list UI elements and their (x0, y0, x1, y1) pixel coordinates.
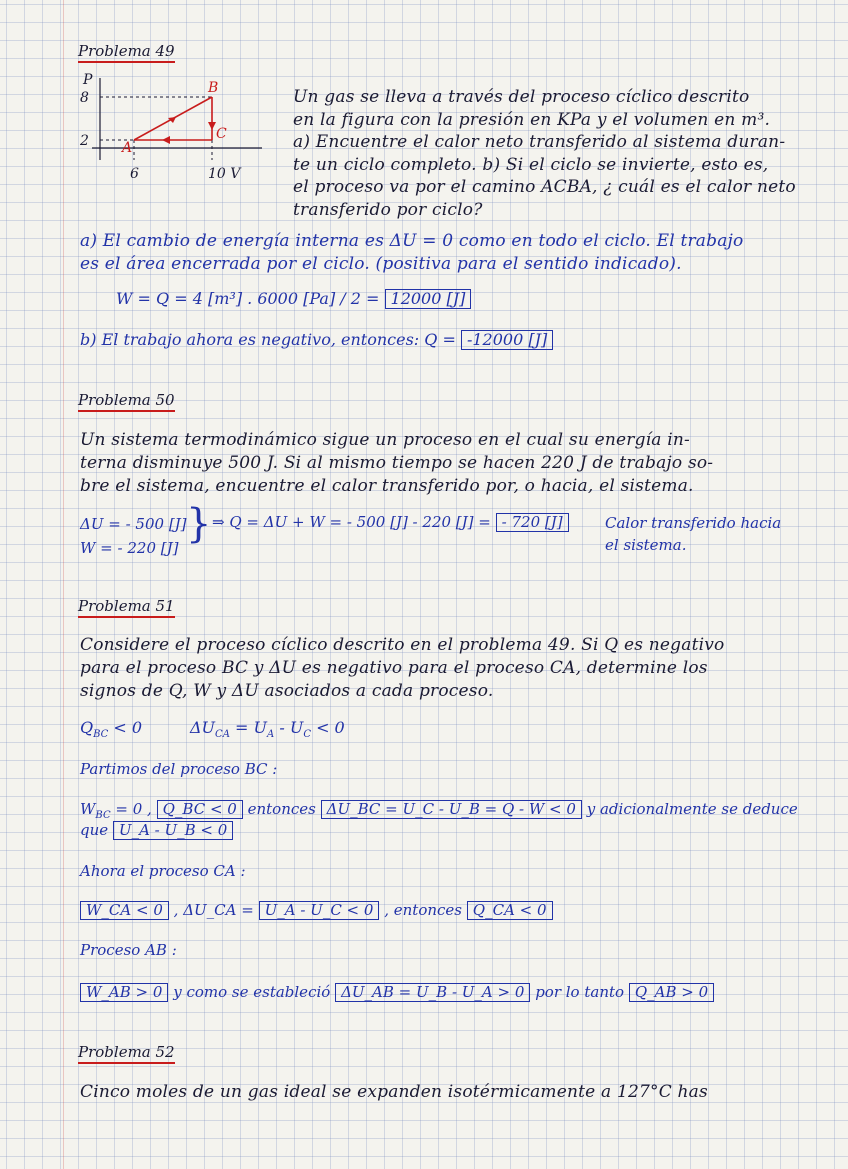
equation-part: - U (279, 718, 304, 737)
equation-part: , ΔU_CA = (173, 901, 254, 919)
ua-ub-box: U_A - U_B < 0 (113, 821, 233, 840)
note-50 (605, 512, 781, 556)
statement-line: Considere el proceso cíclico descrito en el problema 49. Si Q es negativo (80, 635, 725, 655)
subscript: BC (93, 729, 109, 741)
connector-text: que (80, 821, 109, 839)
connector-text: , entonces (384, 901, 463, 919)
connector-text: por lo tanto (535, 983, 625, 1001)
connector-text: entonces (247, 800, 316, 818)
problem-49-statement (293, 86, 796, 221)
work-result-box: 12000 [J] (385, 289, 472, 309)
w-symbol: W (80, 800, 96, 818)
statement-line: terna disminuye 500 J. Si al mismo tiempo se hacen 220 J de trabajo so- (80, 453, 714, 473)
graph-v-left: 6 (130, 166, 139, 182)
brace: } (186, 501, 212, 547)
relation: < 0 (113, 718, 143, 737)
q-equation-50 (212, 513, 569, 532)
graph-p-label: P (83, 72, 93, 88)
graph-p-low: 2 (80, 133, 89, 149)
problem-51-title: Problema 51 (78, 597, 175, 618)
answer-49b-text: b) El trabajo ahora es negativo, entonces: Q = (80, 330, 456, 349)
q-ca-box: Q_CA < 0 (467, 901, 553, 920)
problem-50-statement (80, 429, 713, 498)
answer-49a (80, 230, 743, 276)
ua-uc-box: U_A - U_C < 0 (259, 901, 380, 920)
bc-line-2 (80, 821, 233, 840)
graph-v-right: 10 V (208, 166, 241, 182)
w-ca-box: W_CA < 0 (80, 901, 169, 920)
graph-point-b: B (208, 80, 219, 96)
graph-p-high: 8 (80, 90, 89, 106)
equation-part: = 0 , (115, 800, 152, 818)
ab-line (80, 983, 714, 1002)
answer-line: a) El cambio de energía interna es ΔU = 0 como en todo el ciclo. El trabajo (80, 231, 744, 251)
du-symbol: ΔU (190, 718, 216, 737)
statement-line: para el proceso BC y ΔU es negativo para el proceso CA, determine los (80, 658, 708, 678)
graph-point-c: C (216, 126, 227, 142)
answer-49b-result-box: -12000 [J] (461, 330, 553, 350)
q-equation-text: ⇒ Q = ΔU + W = - 500 [J] - 220 [J] = (212, 513, 491, 531)
ab-heading: Proceso AB : (80, 941, 177, 959)
answer-49b (80, 330, 553, 350)
problem-52-statement: Cinco moles de un gas ideal se expanden isotérmicamente a 127°C has (80, 1082, 708, 1102)
work-equation-text: W = Q = 4 [m³] . 6000 [Pa] / 2 = (116, 289, 380, 308)
statement-line: en la figura con la presión en KPa y el volumen en m³. (293, 109, 771, 130)
connector-text: y como se estableció (173, 983, 331, 1001)
equation-part: < 0 (316, 718, 345, 737)
statement-line: bre el sistema, encuentre el calor transferido por, o hacia, el sistema. (80, 476, 694, 496)
q-bc-condition (80, 718, 142, 740)
given-w: W = - 220 [J] (80, 539, 179, 557)
problem-50-title: Problema 50 (78, 391, 175, 412)
work-equation (116, 289, 471, 309)
ca-heading: Ahora el proceso CA : (80, 862, 246, 880)
subscript: CA (215, 729, 230, 741)
equation-part: = U (235, 718, 267, 737)
q-result-box: - 720 [J] (496, 513, 569, 532)
bc-heading: Partimos del proceso BC : (80, 760, 278, 778)
answer-line: es el área encerrada por el ciclo. (positiva para el sentido indicado). (80, 254, 682, 274)
statement-line: transferido por ciclo? (293, 199, 483, 220)
connector-text: y adicionalmente se deduce (586, 800, 798, 818)
graph-point-a: A (122, 140, 133, 156)
statement-line: signos de Q, W y ΔU asociados a cada proceso. (80, 681, 494, 701)
ca-line (80, 901, 553, 920)
du-ca-condition: $\Delta U_{CA} = U_A - U_C < 0$ (190, 718, 345, 741)
statement-line: Un sistema termodinámico sigue un proceso en el cual su energía in- (80, 430, 690, 450)
q-ab-box: Q_AB > 0 (629, 983, 714, 1002)
statement-line: a) Encuentre el calor neto transferido al sistema duran- (293, 132, 786, 152)
problem-49-title: Problema 49 (78, 42, 175, 63)
q-bc-box: Q_BC < 0 (157, 800, 243, 819)
given-du: ΔU = - 500 [J] (80, 515, 187, 533)
problem-52-title: Problema 52 (78, 1043, 175, 1064)
q-symbol: Q (80, 718, 94, 737)
note-line: Calor transferido hacia (605, 514, 782, 532)
bc-line-1: $W_{BC} = 0$ , Q_BC < 0 entonces ΔU_BC = U_C - U_B = Q - W < 0 y adicionalmente se deduce (80, 800, 798, 821)
given-values (80, 512, 187, 560)
note-line: el sistema. (605, 536, 687, 554)
du-ab-box: ΔU_AB = U_B - U_A > 0 (335, 983, 530, 1002)
problem-51-statement (80, 634, 725, 703)
pv-graph (72, 70, 272, 185)
margin-line (63, 0, 64, 1169)
statement-line: te un ciclo completo. b) Si el ciclo se invierte, esto es, (293, 154, 769, 175)
statement-line: Un gas se lleva a través del proceso cíclico descrito (293, 87, 750, 107)
statement-line: el proceso va por el camino ACBA, ¿ cuál es el calor neto (293, 177, 796, 197)
w-ab-box: W_AB > 0 (80, 983, 168, 1002)
du-bc-box: ΔU_BC = U_C - U_B = Q - W < 0 (321, 800, 582, 819)
